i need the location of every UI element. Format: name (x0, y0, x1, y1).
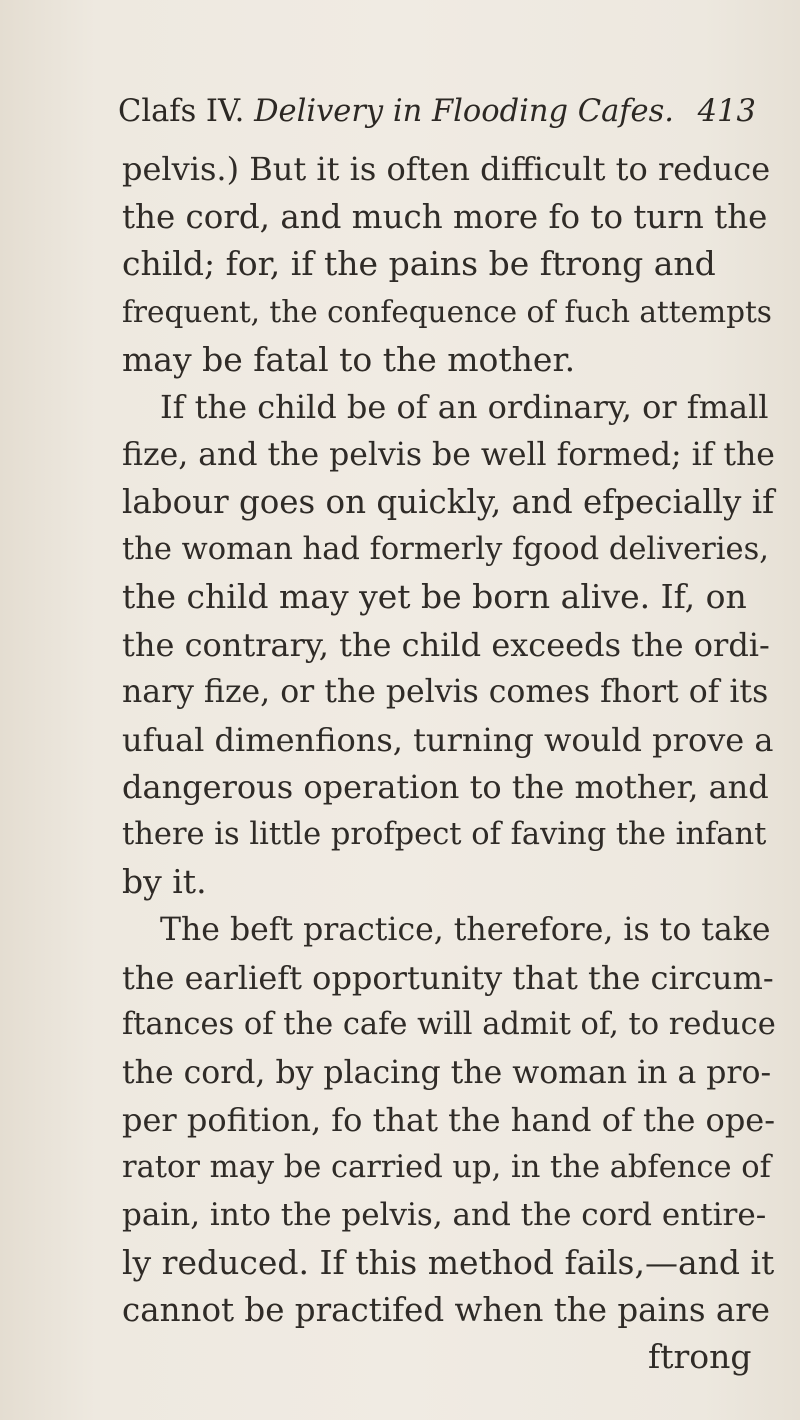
text-line: there is little profpect of faving the infant (122, 817, 767, 852)
text-line: If the child be of an ordinary, or fmall (160, 388, 769, 426)
text-line: pain, into the pelvis, and the cord entire- (122, 1197, 767, 1233)
text-line: ufual dimenfions, turning would prove a (122, 721, 774, 759)
text-line: child; for, if the pains be ftrong and (122, 244, 716, 283)
page-number: 413 (697, 94, 756, 129)
text-line: by it. (122, 862, 207, 901)
text-line: ly reduced. If this method fails,—and it (122, 1243, 775, 1282)
text-line: dangerous operation to the mother, and (122, 768, 769, 806)
catchword: ftrong (648, 1337, 752, 1376)
text-line: fize, and the pelvis be well formed; if the (122, 437, 775, 473)
chapter-title: Delivery in Flooding Cafes. (254, 94, 674, 129)
text-line: nary fize, or the pelvis comes fhort of its (122, 674, 769, 710)
text-line: the child may yet be born alive. If, on (122, 577, 747, 616)
text-line: cannot be practifed when the pains are (122, 1291, 771, 1329)
text-line: frequent, the confequence of fuch attempts (122, 295, 772, 329)
text-line: pelvis.) But it is often difficult to reduce (122, 150, 771, 188)
text-line: rator may be carried up, in the abfence of (122, 1150, 771, 1185)
text-line: the cord, by placing the woman in a pro- (122, 1055, 772, 1091)
chapter-label: Clafs IV. (118, 94, 245, 129)
text-line: the contrary, the child exceeds the ordi- (122, 626, 770, 664)
text-line: labour goes on quickly, and efpecially if (122, 483, 775, 521)
text-line: The beft practice, therefore, is to take (160, 912, 771, 948)
text-line: the woman had formerly fgood deliveries, (122, 532, 769, 567)
text-line: may be fatal to the mother. (122, 340, 576, 379)
text-line: the earlieft opportunity that the circum- (122, 959, 774, 997)
text-line: ftances of the cafe will admit of, to reduce (122, 1007, 776, 1042)
text-line: per pofition, fo that the hand of the ope- (122, 1101, 776, 1139)
text-line: the cord, and much more fo to turn the (122, 198, 768, 236)
